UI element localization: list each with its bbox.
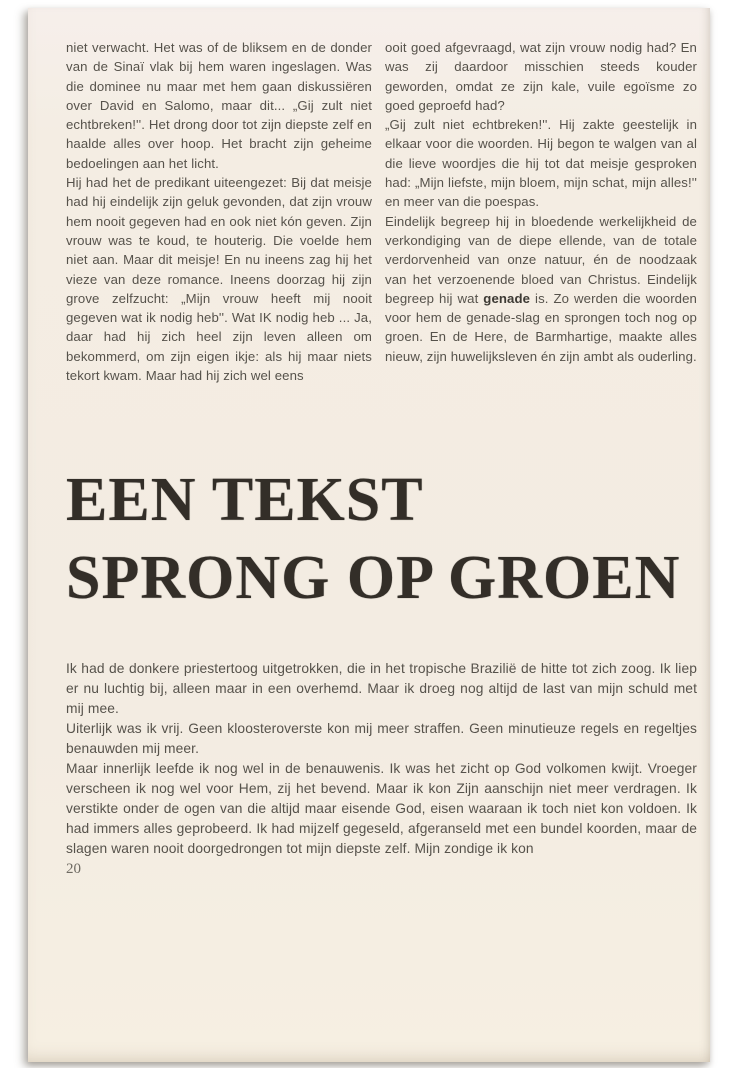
book-page (28, 8, 710, 1062)
left-column (66, 38, 372, 385)
right-column-paragraph-1: ooit goed afgevraagd, wat zijn vrouw nodig had? En was zij daardoor misschien steeds kouder geworden, omdat ze zijn kale, vuile egoïsme zo goed geproefd had? (385, 40, 697, 113)
article-title (66, 461, 697, 617)
left-column-paragraph-2: Hij had het de predikant uiteengezet: Bij dat meisje had hij eindelijk zijn geluk gevonden, dat zijn vrouw hem nooit gegeven had en ook niet kón geven. Zijn vrouw was te koud, te houterig. Die voelde hem niet aan. Maar dit meisje! En nu ineens zag hij het vieze van deze romance. Ineens doorzag hij zijn grove zelfzucht: „Mijn vrouw heeft mij nooit gegeven wat ik nodig heb''. Wat IK nodig heb ... Ja, daar had hij zich heel zijn leven alleen om bekommerd, om zijn eigen ikje: als hij maar niets tekort kwam. Maar had hij zich wel eens (66, 175, 372, 384)
article-title-line-2: SPRONG OP GROEN (66, 544, 681, 613)
two-column-text-block (66, 38, 697, 385)
paragraph-text-after-bold: is. Zo werden die woorden voor hem de genade-slag en sprongen toch nog op groen. En de Here, de Barmhartige, maakte alles nieuw, zijn huwelijksleven én zijn ambt als ouderling. (385, 290, 697, 364)
right-column-paragraph-3 (385, 212, 697, 366)
intro-paragraph-1: Ik had de donkere priestertoog uitgetrokken, die in het tropische Brazilië de hitte tot zich zoog. Ik liep er nu luchtig bij, alleen maar in een overhemd. Maar ik droeg nog altijd de last van mijn schuld met mij mee. (66, 661, 697, 717)
bold-word-genade: genade (483, 290, 531, 306)
article-title-line-1: EEN TEKST (66, 466, 424, 535)
right-column-paragraph-2: „Gij zult niet echtbreken!''. Hij zakte geestelijk in elkaar voor die woorden. Hij begon te walgen van al die lieve woordjes die hij tot dat meisje gesproken had: „Mijn liefste, mijn bloem, mijn schat, mijn alles!'' en meer van die poespas. (385, 117, 697, 210)
intro-paragraph-2: Uiterlijk was ik vrij. Geen kloosteroverste kon mij meer straffen. Geen minutieuze regels en regeltjes benauwden mij meer. (66, 721, 697, 757)
left-column-paragraph-1: niet verwacht. Het was of de bliksem en de donder van de Sinaï vlak bij hem waren ingeslagen. Was die dominee nu maar met hem gaan diskussiëren over David en Salomo, maar dit... „Gij zult niet echtbreken!''. Het drong door tot zijn diepste zelf en haalde alles over hoop. Het bracht zijn geheime bedoelingen aan het licht. (66, 40, 372, 171)
intro-paragraph-3: Maar innerlijk leefde ik nog wel in de benauwenis. Ik was het zicht op God volkomen kwijt. Vroeger verscheen ik nog wel voor Hem, zij het bevend. Maar ik kon Zijn aanschijn niet meer verdragen. Ik verstikte onder de ogen van die altijd maar eisende God, eisen waaraan ik toch niet kon voldoen. Ik had immers alles geprobeerd. Ik had mijzelf gegeseld, afgeranseld met een bundel koorden, maar de slagen waren nooit doorgedrongen tot mijn diepste zelf. Mijn zondige ik kon (66, 761, 697, 857)
right-column (385, 38, 697, 385)
paragraph-text-before-bold: Eindelijk begreep hij in bloedende werkelijkheid de verkondiging van de diepe ellende, van de totale verdorvenheid van onze natuur, én de noodzaak van het verzoenende bloed van Christus. Eindelijk begreep hij wat (385, 213, 697, 306)
full-width-text-block (66, 659, 697, 859)
page-number: 20 (66, 861, 81, 878)
